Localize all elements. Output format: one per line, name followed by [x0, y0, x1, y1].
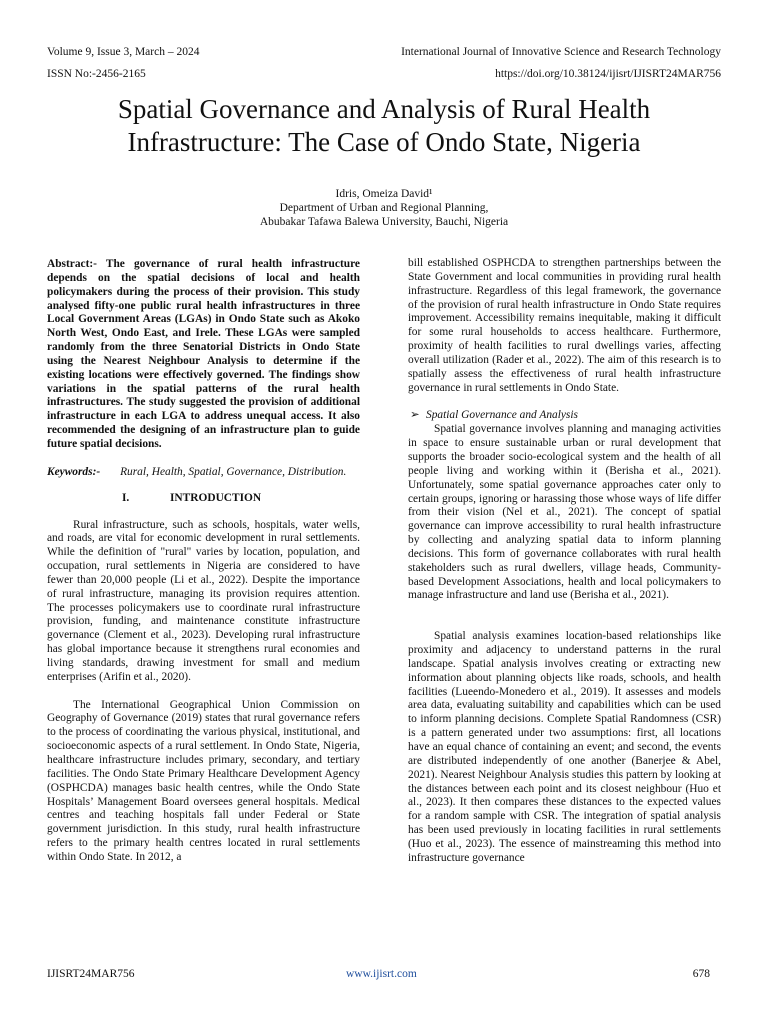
- footer-paper-code: IJISRT24MAR756: [47, 968, 135, 980]
- issn: ISSN No:-2456-2165: [47, 68, 146, 80]
- arrow-bullet-icon: ➢: [410, 409, 420, 422]
- keywords-list: Rural, Health, Spatial, Governance, Distribution.: [120, 465, 347, 478]
- author-university: Abubakar Tafawa Balewa University, Bauchi, Nigeria: [259, 216, 509, 228]
- journal-name: International Journal of Innovative Science and Research Technology: [401, 46, 721, 58]
- left-column: [47, 258, 360, 865]
- spatial-analysis-paragraph: Spatial analysis examines location-based relationships like proximity and adjacency to understand patterns in the rural landscape. Spatial analysis involves creating or extracting new information about planning objects like roads, schools, and health facilities (Lueendo-Monedero et al., 2019). It assesses and models area data, evaluating suitability and capabilities which can be used to inform planning decisions. Complete Spatial Randomness (CSR) is a pattern generated under two assumptions: first, all locations have an equal chance of containing an event; and second, the events are distributed independently of one another (Banerjee & Abel, 2021). Nearest Neighbour Analysis studies this pattern by looking at the distances between each point and its closest neighbour (Huo et al., 2023). It then compares these distances to the expected values for a random sample with CSR. The integration of spatial analysis has been used previously in locating facilities in rural settlements (Huo et al., 2023). The essence of mainstreaming this method into infrastructure governance: [408, 630, 721, 864]
- author-department: Department of Urban and Regional Planning,: [279, 202, 489, 214]
- continued-paragraph: bill established OSPHCDA to strengthen partnerships between the State Government and local communities in providing rural health infrastructure. Regardless of this legal framework, the governance of the provision of rural health infrastructure in Ondo State requires improvement. Accessibility remains inequitable, making it difficult for some rural households to access healthcare. Furthermore, proximity of health facilities to rural dwellings varies, affecting overall utilization (Rader et al., 2022). The aim of this research is to spatially assess the effectiveness of rural health infrastructure governance in rural settlements in Ondo State.: [408, 257, 721, 394]
- section-heading-introduction: [47, 492, 360, 506]
- keywords-label: Keywords:-: [47, 465, 101, 478]
- section-number: I.: [122, 491, 130, 504]
- section-title: INTRODUCTION: [170, 491, 262, 504]
- doi-link[interactable]: https://doi.org/10.38124/ijisrt/IJISRT24MAR756: [495, 68, 721, 80]
- intro-paragraph-1: Rural infrastructure, such as schools, hospitals, water wells, and roads, are vital for economic development in rural settlements. While the definition of "rural" varies by location, population, and occupation, rural settlements in Nigeria are considered to have fewer than 20,000 people (Li et al., 2022). Despite the importance of rural infrastructure, managing its provision requires attention. The processes policymakers use to coordinate rural infrastructure provision, funding, and maintenance constitute infrastructure governance (Clement et al., 2023). Developing rural infrastructure has global importance because it strengthens rural economies and living standards, drawing investment for small and medium enterprises (Arifin et al., 2020).: [47, 518, 360, 683]
- intro-paragraph-2: The International Geographical Union Commission on Geography of Governance (2019) states that rural governance refers to the process of coordinating the various physical, institutional, and socioeconomic aspects of a rural settlement. In Ondo State, Nigeria, healthcare infrastructure includes primary, secondary, and tertiary facilities. The Ondo State Primary Healthcare Development Agency (OSPHCDA) manages basic health centres, while the Ondo State Hospitals’ Management Board oversees general hospitals. Medical centres and teaching hospitals fall under Federal or State government jurisdiction. In this study, rural health infrastructure refers to the primary health centres located in rural settlements within Ondo State. In 2012, a: [47, 698, 360, 863]
- abstract: Abstract:- The governance of rural health infrastructure depends on the spatial decisions of local and health policymakers during the process of their provision. This study analysed fifty-one public rural health infrastructures in three Local Government Areas (LGAs) in Ondo State such as Akoko North West, Ondo East, and Irele. These LGAs were sampled randomly from the three Senatorial Districts in Ondo State using the Nearest Neighbour Analysis to determine if the existing locations were effectively governed. The findings show variations in the spatial patterns of the rural health infrastructures. The study suggested the provision of additional infrastructure in each LGA to address unequal access. It also recommended the designing of an infrastructure plan to guide future spatial decisions.: [47, 258, 360, 450]
- subsection-heading: [408, 409, 721, 423]
- author-name: Idris, Omeiza David¹: [335, 188, 433, 200]
- paper-title: [40, 93, 728, 159]
- author-block: [40, 187, 728, 229]
- page-number: 678: [692, 968, 710, 980]
- right-column: [408, 257, 721, 866]
- paper-title-line-1: Spatial Governance and Analysis of Rural Health: [117, 94, 651, 124]
- footer-website-link[interactable]: www.ijisrt.com: [346, 968, 417, 980]
- paper-title-line-2: Infrastructure: The Case of Ondo State, Nigeria: [127, 127, 641, 157]
- keywords: [47, 466, 360, 480]
- subsection-title: Spatial Governance and Analysis: [426, 409, 578, 422]
- volume-info: Volume 9, Issue 3, March – 2024: [47, 46, 200, 58]
- spatial-governance-paragraph: Spatial governance involves planning and managing activities in space to ensure sustainable urban or rural development that supports the broader socio-ecological system and the health of all people living and working within it (Berisha et al., 2021). Unfortunately, some spatial governance approaches cater only to certain groups, ignoring or harassing those whose ways of life differ from their vision (Nel et al., 2021). The concept of spatial governance can improve accessibility to rural health infrastructure by collecting and analyzing spatial data to inform planning decisions. This form of governance collaborates with rural health stakeholders such as rural dwellers, village heads, Community-based Development Associations, health and local policymakers to manage infrastructure and land use (Berisha et al., 2021).: [408, 423, 721, 602]
